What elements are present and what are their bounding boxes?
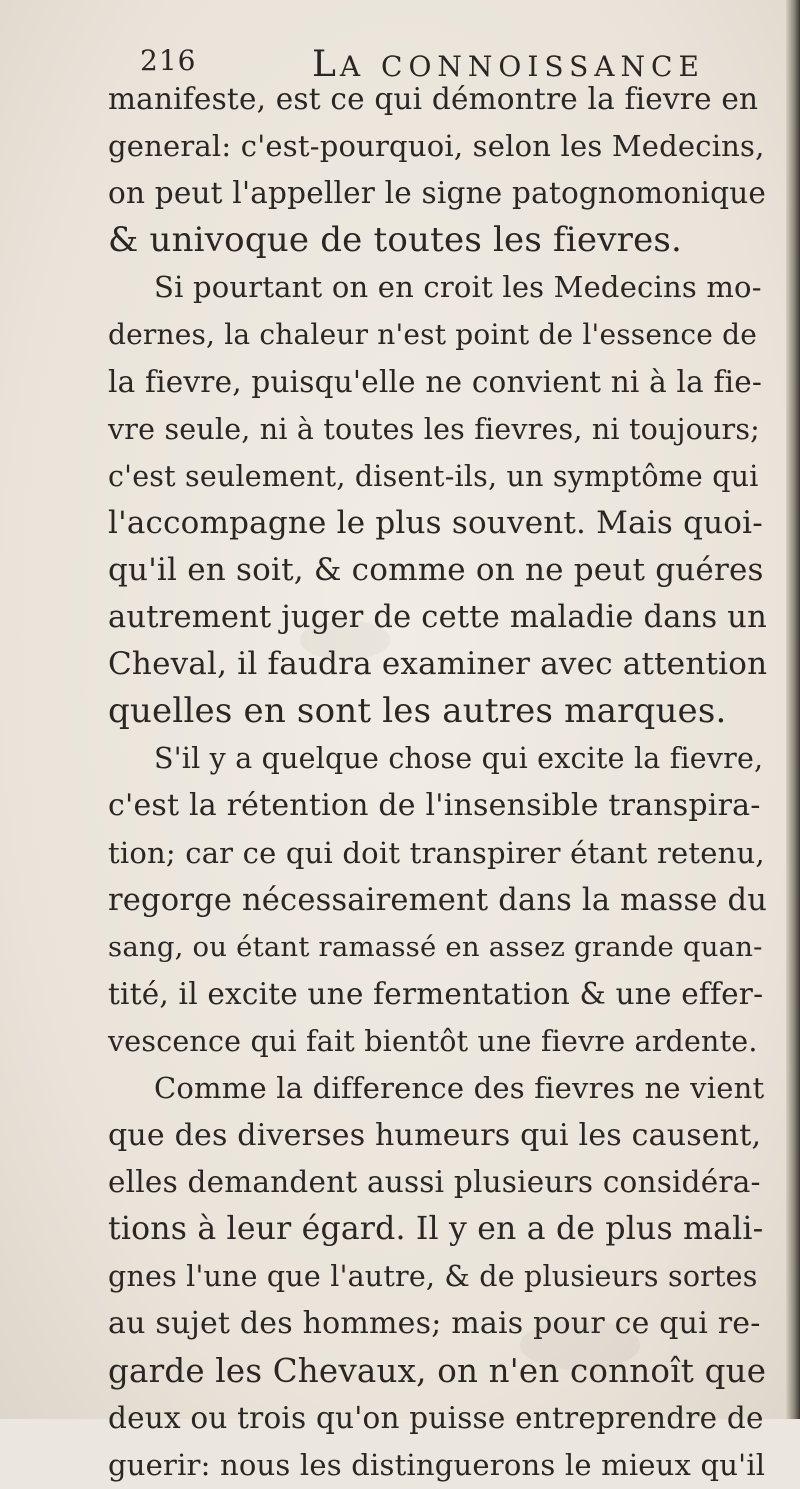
text-line: autrement juger de cette maladie dans un <box>108 600 767 636</box>
running-title-rest: A CONNOISSANCE <box>339 50 705 83</box>
page-number: 216 <box>140 44 197 77</box>
text-line: c'est la rétention de l'insensible transpira- <box>108 788 761 824</box>
text-line: vre seule, ni à toutes les fievres, ni toujours; <box>108 412 760 446</box>
running-title-initial: L <box>312 44 340 85</box>
text-line: regorge nécessairement dans la masse du <box>108 882 768 918</box>
text-line: qu'il en soit, & comme on ne peut guéres <box>108 551 764 588</box>
paragraph-start-line: Comme la difference des fievres ne vient <box>154 1070 765 1105</box>
text-line: que des diverses humeurs qui les causent, <box>108 1118 762 1154</box>
text-line: garde les Chevaux, on n'en connoît que <box>108 1351 767 1390</box>
text-line: general: c'est-pourquoi, selon les Medecins, <box>108 129 765 164</box>
text-line: gnes l'une que l'autre, & de plusieurs sortes <box>108 1260 758 1294</box>
text-line: manifeste, est ce qui démontre la fievre en <box>108 82 759 116</box>
text-line: c'est seulement, disent-ils, un symptôme qui <box>108 459 759 493</box>
text-line: tité, il excite une fermentation & une effer- <box>108 976 764 1011</box>
text-line: deux ou trois qu'on puisse entreprendre de <box>108 1400 764 1435</box>
text-line: tion; car ce qui doit transpirer étant retenu, <box>108 835 765 870</box>
paragraph-start-line: Si pourtant on en croit les Medecins mo- <box>154 270 762 305</box>
text-body <box>108 76 768 1489</box>
text-line: & univoque de toutes les fievres. <box>108 220 683 261</box>
text-line: au sujet des hommes; mais pour ce qui re- <box>108 1306 761 1342</box>
text-line: elles demandent aussi plusieurs considéra- <box>108 1165 761 1200</box>
text-line: quelles en sont les autres marques. <box>108 691 727 732</box>
text-line: la fievre, puisqu'elle ne convient ni à la fie- <box>108 364 763 399</box>
text-line: dernes, la chaleur n'est point de l'essence de <box>108 318 758 352</box>
text-line: guerir: nous les distinguerons le mieux qu'il <box>108 1447 766 1482</box>
text-line: sang, ou étant ramassé en assez grande quan- <box>108 930 763 963</box>
text-line: l'accompagne le plus souvent. Mais quoi- <box>108 504 763 541</box>
paragraph-start-line: S'il y a quelque chose qui excite la fievre, <box>154 742 764 776</box>
text-line: Cheval, il faudra examiner avec attention <box>108 646 768 683</box>
text-line: on peut l'appeller le signe patognomonique <box>108 176 767 211</box>
text-line: vescence qui fait bientôt une fievre ardente. <box>108 1024 758 1058</box>
page-edge-shadow <box>786 0 800 1419</box>
text-line: tions à leur égard. Il y en a de plus mali- <box>108 1211 764 1248</box>
